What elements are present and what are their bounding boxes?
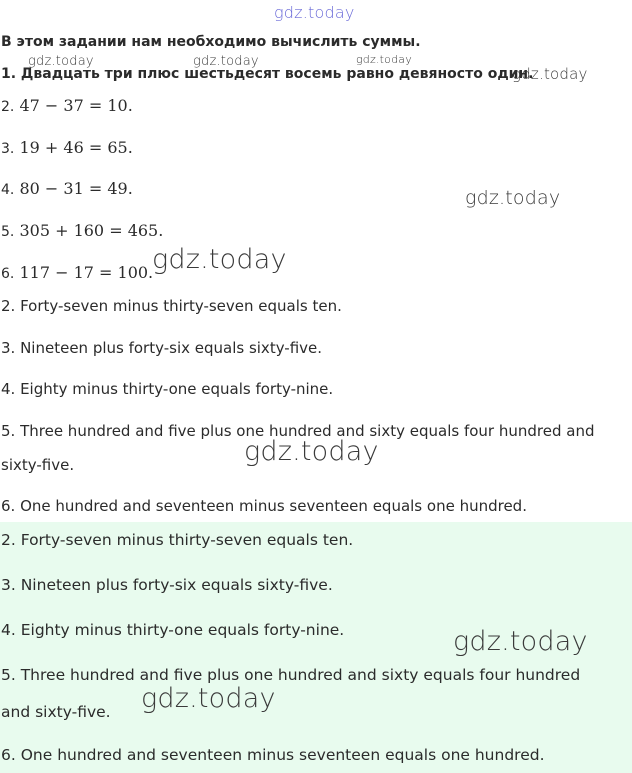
- watermark: gdz.today: [356, 53, 412, 66]
- words-line: 4. Eighty minus thirty-one equals forty-nine.: [1, 380, 334, 398]
- answer-line: 3. Nineteen plus forty-six equals sixty-five.: [1, 576, 333, 594]
- math-line: 6. 117 − 17 = 100.: [1, 263, 154, 282]
- words-line: 2. Forty-seven minus thirty-seven equals ten.: [1, 297, 342, 315]
- watermark: gdz.today: [453, 626, 588, 657]
- math-line: 4. 80 − 31 = 49.: [1, 179, 133, 198]
- words-line: sixty-five.: [1, 456, 75, 474]
- math-line: 3. 19 + 46 = 65.: [1, 138, 133, 157]
- watermark: gdz.today: [152, 244, 287, 275]
- watermark: gdz.today: [465, 187, 561, 209]
- watermark: gdz.today: [28, 54, 94, 69]
- intro-item-1: 1. Двадцать три плюс шестьдесят восемь равно девяносто один.: [1, 66, 534, 82]
- answer-line: 6. One hundred and seventeen minus seventeen equals one hundred.: [1, 746, 545, 764]
- words-line: 5. Three hundred and five plus one hundred and sixty equals four hundred and: [1, 422, 595, 440]
- words-line: 6. One hundred and seventeen minus seventeen equals one hundred.: [1, 497, 527, 515]
- math-line: 2. 47 − 37 = 10.: [1, 96, 133, 115]
- watermark: gdz.today: [193, 54, 259, 69]
- watermark: gdz.today: [141, 683, 276, 714]
- words-line: 3. Nineteen plus forty-six equals sixty-five.: [1, 339, 323, 357]
- intro-text: В этом задании нам необходимо вычислить суммы.: [1, 34, 421, 50]
- watermark: gdz.today: [244, 436, 379, 467]
- answer-line: 2. Forty-seven minus thirty-seven equals ten.: [1, 531, 354, 549]
- answer-line: and sixty-five.: [1, 703, 111, 721]
- watermark: gdz.today: [512, 65, 588, 83]
- answer-line: 5. Three hundred and five plus one hundred and sixty equals four hundred: [1, 666, 581, 684]
- math-line: 5. 305 + 160 = 465.: [1, 221, 164, 240]
- answer-line: 4. Eighty minus thirty-one equals forty-nine.: [1, 621, 345, 639]
- header-watermark: gdz.today: [274, 3, 355, 22]
